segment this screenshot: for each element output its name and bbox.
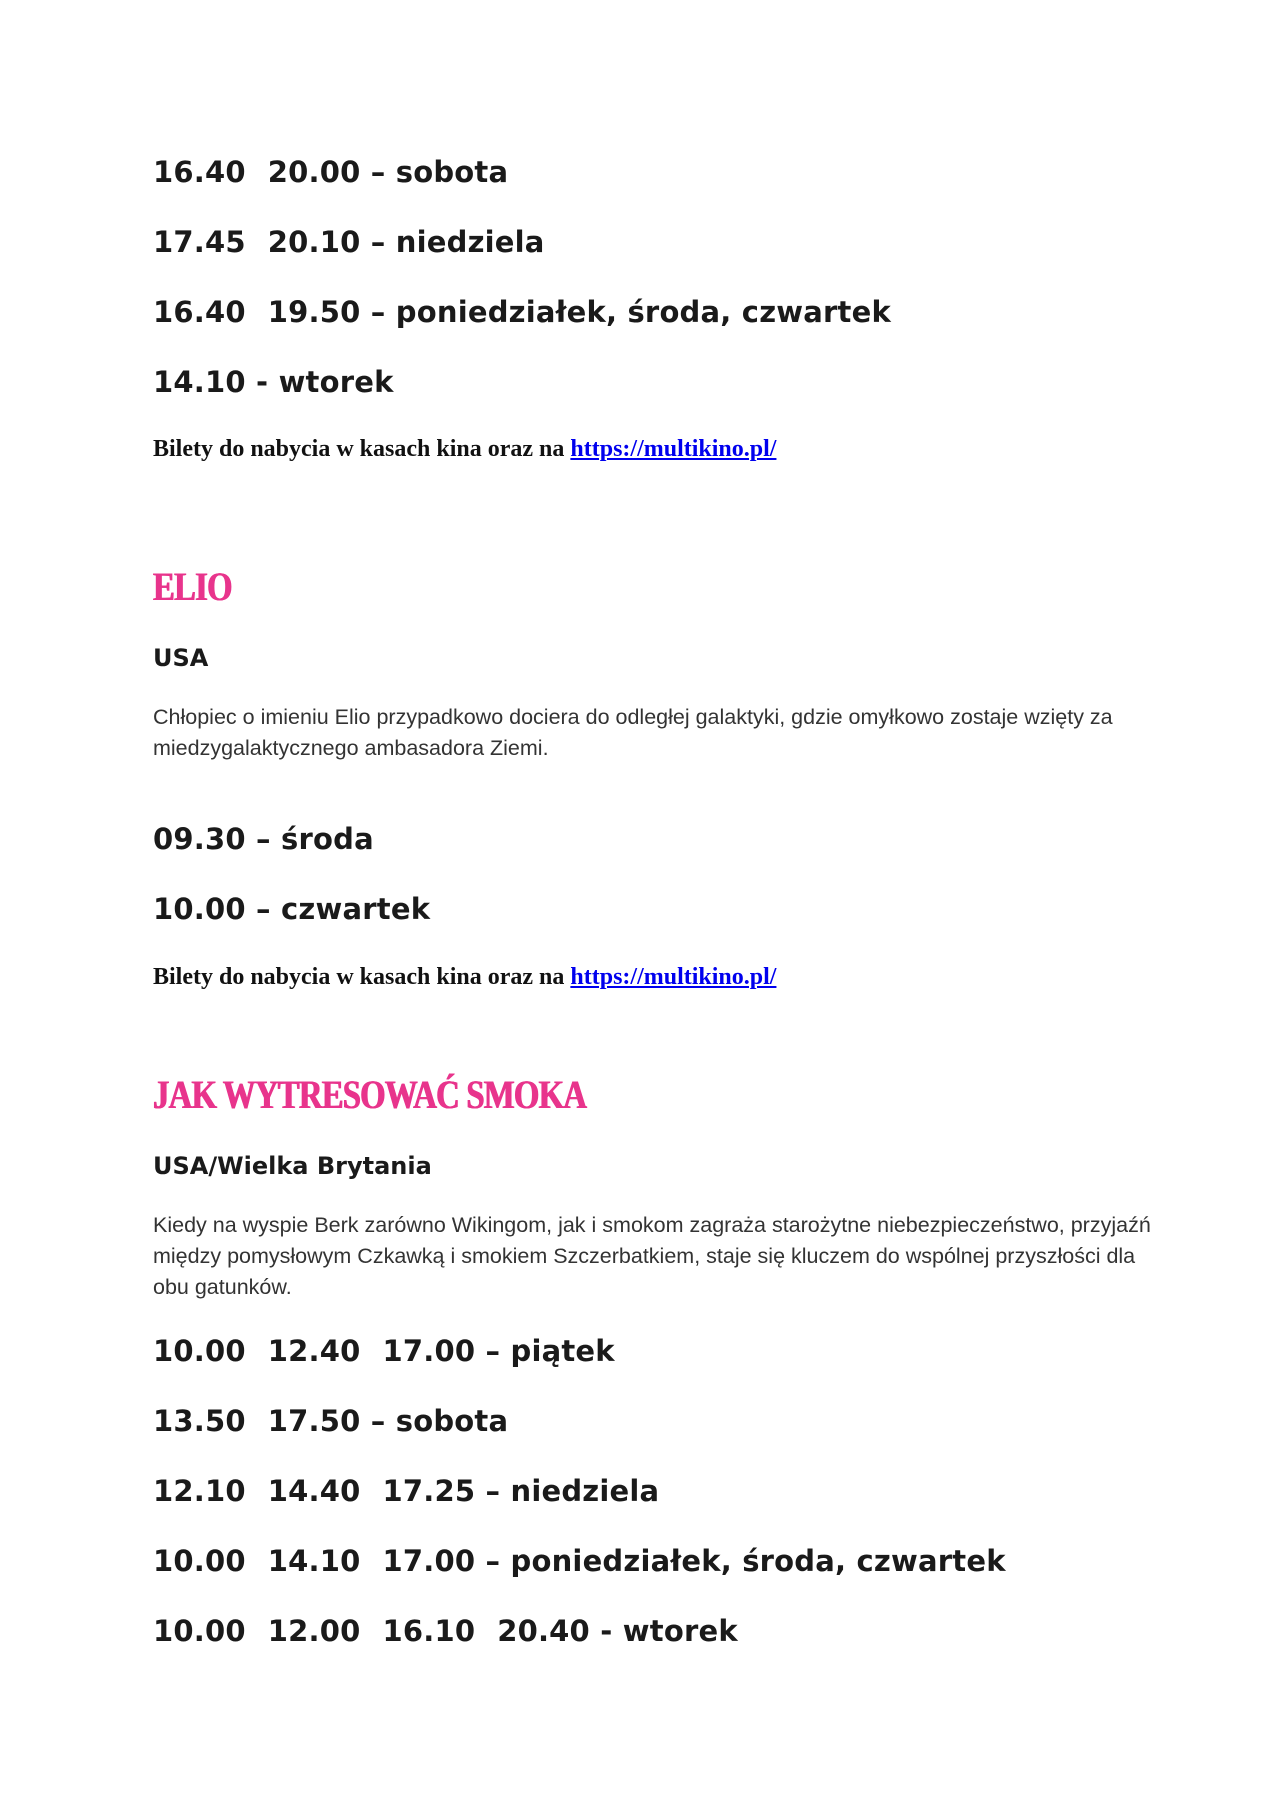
schedule-row (153, 1404, 508, 1438)
time: 17.00 (382, 1334, 476, 1368)
schedule-days: – niedziela (370, 225, 545, 259)
multikino-link[interactable]: https://multikino.pl/ (570, 964, 777, 990)
schedule-row (153, 1544, 1006, 1578)
movie-country: USA (153, 644, 209, 672)
schedule-row (153, 1334, 615, 1368)
multikino-link[interactable]: https://multikino.pl/ (570, 436, 777, 462)
time: 12.40 (267, 1334, 361, 1368)
time: 19.50 (267, 295, 361, 329)
time: 17.45 (153, 225, 246, 259)
schedule-days: - wtorek (600, 1614, 738, 1648)
schedule-days: – poniedziałek, środa, czwartek (370, 295, 891, 329)
schedule-row (153, 295, 891, 329)
tickets-text: Bilety do nabycia w kasach kina oraz na (153, 964, 565, 990)
schedule-row (153, 892, 430, 926)
time: 16.10 (382, 1614, 476, 1648)
time: 14.40 (267, 1474, 361, 1508)
time: 12.00 (267, 1614, 361, 1648)
time: 10.00 (153, 1614, 246, 1648)
schedule-days: – niedziela (485, 1474, 660, 1508)
tickets-text: Bilety do nabycia w kasach kina oraz na (153, 436, 565, 462)
time: 09.30 (153, 822, 246, 856)
time: 14.10 (153, 365, 246, 399)
time: 10.00 (153, 1544, 246, 1578)
time: 10.00 (153, 892, 246, 926)
time: 20.40 (497, 1614, 590, 1648)
time: 17.00 (382, 1544, 476, 1578)
schedule-days: – sobota (370, 1404, 509, 1438)
schedule-days: – piątek (485, 1334, 615, 1368)
tickets-line (153, 436, 776, 463)
schedule-days: – czwartek (256, 892, 431, 926)
time: 20.00 (267, 155, 361, 189)
schedule-row (153, 155, 508, 189)
schedule-row (153, 225, 545, 259)
time: 12.10 (153, 1474, 246, 1508)
time: 20.10 (267, 225, 361, 259)
time: 17.50 (267, 1404, 361, 1438)
schedule-row (153, 1474, 659, 1508)
time: 13.50 (153, 1404, 246, 1438)
time: 17.25 (382, 1474, 476, 1508)
schedule-days: - wtorek (256, 365, 394, 399)
schedule-row (153, 1614, 738, 1648)
movie-description: Chłopiec o imieniu Elio przypadkowo dociera do odległej galaktyki, gdzie omyłkowo zostaje wzięty za miedzygalaktycznego ambasadora Ziemi. (153, 705, 1113, 760)
movie-description: Kiedy na wyspie Berk zarówno Wikingom, jak i smokom zagraża starożytne niebezpieczeństwo, przyjaźń między pomysłowym Czkawką i smokiem Szczerbatkiem, staje się kluczem do wspólnej przyszłości dla obu gatunków. (153, 1213, 1151, 1299)
time: 16.40 (153, 155, 246, 189)
schedule-row (153, 822, 374, 856)
tickets-line (153, 964, 776, 991)
schedule-days: – poniedziałek, środa, czwartek (485, 1544, 1006, 1578)
schedule-row (153, 365, 394, 399)
time: 10.00 (153, 1334, 246, 1368)
time: 14.10 (267, 1544, 361, 1578)
schedule-days: – środa (256, 822, 374, 856)
schedule-days: – sobota (370, 155, 509, 189)
movie-title: JAK WYTRESOWAĆ SMOKA (153, 1072, 587, 1117)
movie-title: ELIO (153, 564, 232, 609)
movie-country: USA/Wielka Brytania (153, 1152, 432, 1180)
time: 16.40 (153, 295, 246, 329)
